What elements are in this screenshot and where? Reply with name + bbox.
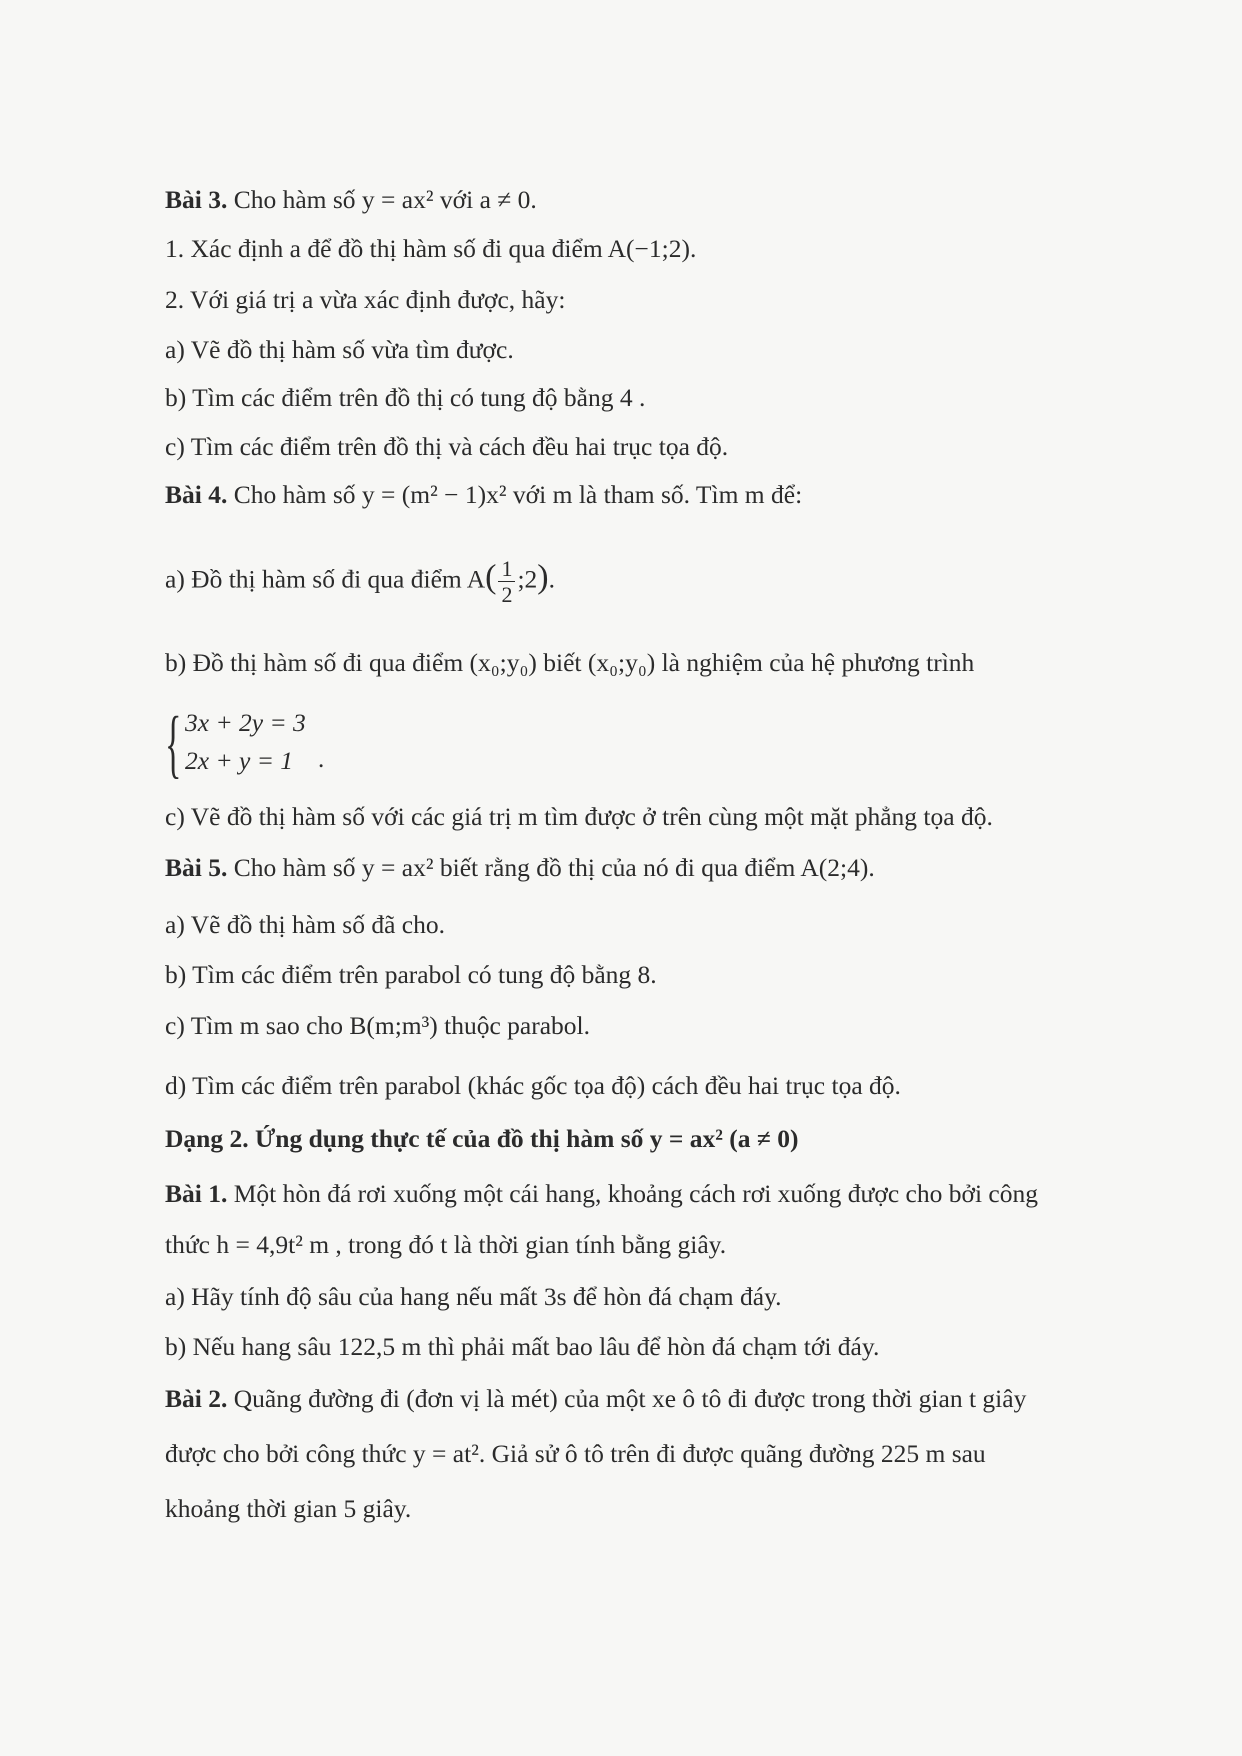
- bai4-qb: b) Đồ thị hàm số đi qua điểm (x₀;y₀) biết (x₀;y₀) là nghiệm của hệ phương trình: [165, 648, 975, 677]
- equation-system: [165, 702, 365, 786]
- bai4-qa-text: a) Đồ thị hàm số đi qua điểm A: [165, 564, 486, 594]
- bai4-qc: c) Vẽ đồ thị hàm số với các giá trị m tìm được ở trên cùng một mặt phẳng tọa độ.: [165, 802, 993, 831]
- fraction-numerator: 1: [498, 556, 515, 582]
- d2bai2-line2: được cho bởi công thức y = at². Giả sử ô tô trên đi được quãng đường 225 m sau: [165, 1439, 986, 1468]
- bai5-qb: b) Tìm các điểm trên parabol có tung độ bằng 8.: [165, 960, 657, 989]
- bai3-qb: b) Tìm các điểm trên đồ thị có tung độ bằng 4 .: [165, 383, 646, 412]
- bai3-q1: 1. Xác định a để đồ thị hàm số đi qua điểm A(−1;2).: [165, 234, 697, 263]
- d2bai1-line1: [165, 1177, 1038, 1211]
- d2bai1-qa: a) Hãy tính độ sâu của hang nếu mất 3s để hòn đá chạm đáy.: [165, 1282, 782, 1311]
- d2bai1-text1: Một hòn đá rơi xuống một cái hang, khoảng cách rơi xuống được cho bởi công: [233, 1179, 1038, 1208]
- system-eq-1: 3x + 2y = 3: [185, 708, 306, 737]
- bai5-qd: d) Tìm các điểm trên parabol (khác gốc tọa độ) cách đều hai trục tọa độ.: [165, 1071, 901, 1100]
- bai3-qc: c) Tìm các điểm trên đồ thị và cách đều hai trục tọa độ.: [165, 432, 729, 461]
- bai5-qa: a) Vẽ đồ thị hàm số đã cho.: [165, 910, 445, 939]
- bai5-qc: c) Tìm m sao cho B(m;m³) thuộc parabol.: [165, 1011, 590, 1040]
- d2bai2-text1: Quãng đường đi (đơn vị là mét) của một xe ô tô đi được trong thời gian t giây: [233, 1384, 1027, 1413]
- fraction-denominator: 2: [501, 582, 513, 607]
- system-eq-2: 2x + y = 1: [185, 746, 294, 775]
- bai3-intro: Cho hàm số y = ax² với a ≠ 0.: [233, 185, 537, 214]
- dang2-heading: Dạng 2. Ứng dụng thực tế của đồ thị hàm số y = ax² (a ≠ 0): [165, 1124, 799, 1153]
- bai3-q2: 2. Với giá trị a vừa xác định được, hãy:: [165, 285, 566, 314]
- bai4-intro-line: [165, 478, 802, 512]
- system-period: .: [318, 746, 325, 773]
- bai4-intro: Cho hàm số y = (m² − 1)x² với m là tham số. Tìm m để:: [233, 480, 803, 509]
- d2bai1-title: Bài 1.: [165, 1179, 228, 1208]
- bai3-qa: a) Vẽ đồ thị hàm số vừa tìm được.: [165, 335, 514, 364]
- system-brace: {: [165, 702, 182, 786]
- d2bai2-line3: khoảng thời gian 5 giây.: [165, 1494, 412, 1523]
- bai4-qa-line: a) Đồ thị hàm số đi qua điểm A( $\frac{1}{2}$ ;2).: [165, 556, 555, 607]
- bai5-intro: Cho hàm số y = ax² biết rằng đồ thị của nó đi qua điểm A(2;4).: [233, 853, 875, 882]
- d2bai2-line1: [165, 1382, 1026, 1416]
- bai5-title: Bài 5.: [165, 853, 228, 882]
- d2bai2-title: Bài 2.: [165, 1384, 228, 1413]
- bai4-qa-fraction: [498, 556, 515, 607]
- bai3-intro-line: [165, 183, 537, 217]
- d2bai1-qb: b) Nếu hang sâu 122,5 m thì phải mất bao lâu để hòn đá chạm tới đáy.: [165, 1332, 880, 1361]
- bai4-title: Bài 4.: [165, 480, 228, 509]
- bai5-intro-line: [165, 851, 875, 885]
- bai4-qa-point-rest: ;2: [517, 564, 538, 594]
- d2bai1-line2: thức h = 4,9t² m , trong đó t là thời gian tính bằng giây.: [165, 1230, 727, 1259]
- bai3-title: Bài 3.: [165, 185, 228, 214]
